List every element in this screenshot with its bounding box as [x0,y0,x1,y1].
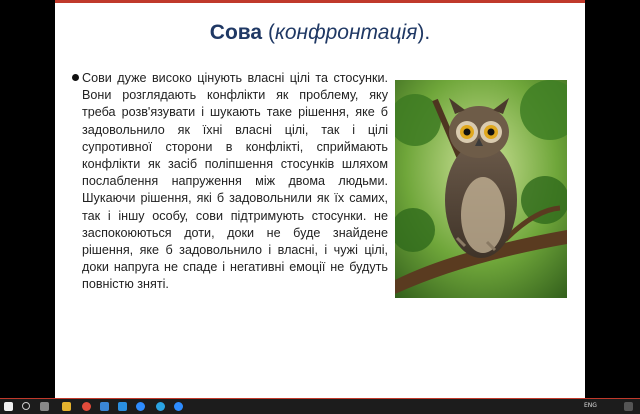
zoom-icon[interactable] [136,402,145,411]
right-black-area [585,0,640,398]
owl-image [395,80,567,298]
title-bold: Сова [209,21,263,44]
bullet-item [72,70,388,294]
title-italic: конфронтація [274,21,418,44]
title-paren-open: ( [262,21,275,44]
chrome-icon[interactable] [82,402,91,411]
store-icon[interactable] [100,402,109,411]
search-icon[interactable] [22,402,30,410]
title-paren-close: ). [417,21,431,44]
notification-icon[interactable] [624,402,633,411]
zoom-icon-2[interactable] [174,402,183,411]
telegram-icon[interactable] [156,402,165,411]
taskbar [0,398,640,414]
left-black-area [0,0,55,398]
check-icon[interactable] [118,402,127,411]
language-indicator[interactable]: ENG [584,402,597,409]
task-view-icon[interactable] [40,402,49,411]
windows-icon[interactable] [4,402,13,411]
folder-icon[interactable] [62,402,71,411]
presentation-slide [55,3,585,398]
owl-illustration [395,80,567,298]
body-text: Сови дуже високо цінують власні цілі та стосунки. Вони розглядають конфлікти як проблему, яку треба розв'язувати і шукають таке рішення, яке б задовольнило як їхні власні цілі, так і цілі супротивної сторони в конфлікті, сприймають конфлікти як засіб поліпшення стосунків шляхом послаблення напруження між двома людьми. Шукаючи рішення, які б задовольнили як їх самих, так і іншу особу, сови підтримують стосунки. не заспокоюються доти, доки не буде знайдене рішення, яке б задовольнило і власні, і чужі цілі, доки напруга не спаде і негативні емоції не будуть повністю зняті. [82,71,388,292]
slide-title [55,21,585,45]
bullet-dot-icon [72,74,79,81]
